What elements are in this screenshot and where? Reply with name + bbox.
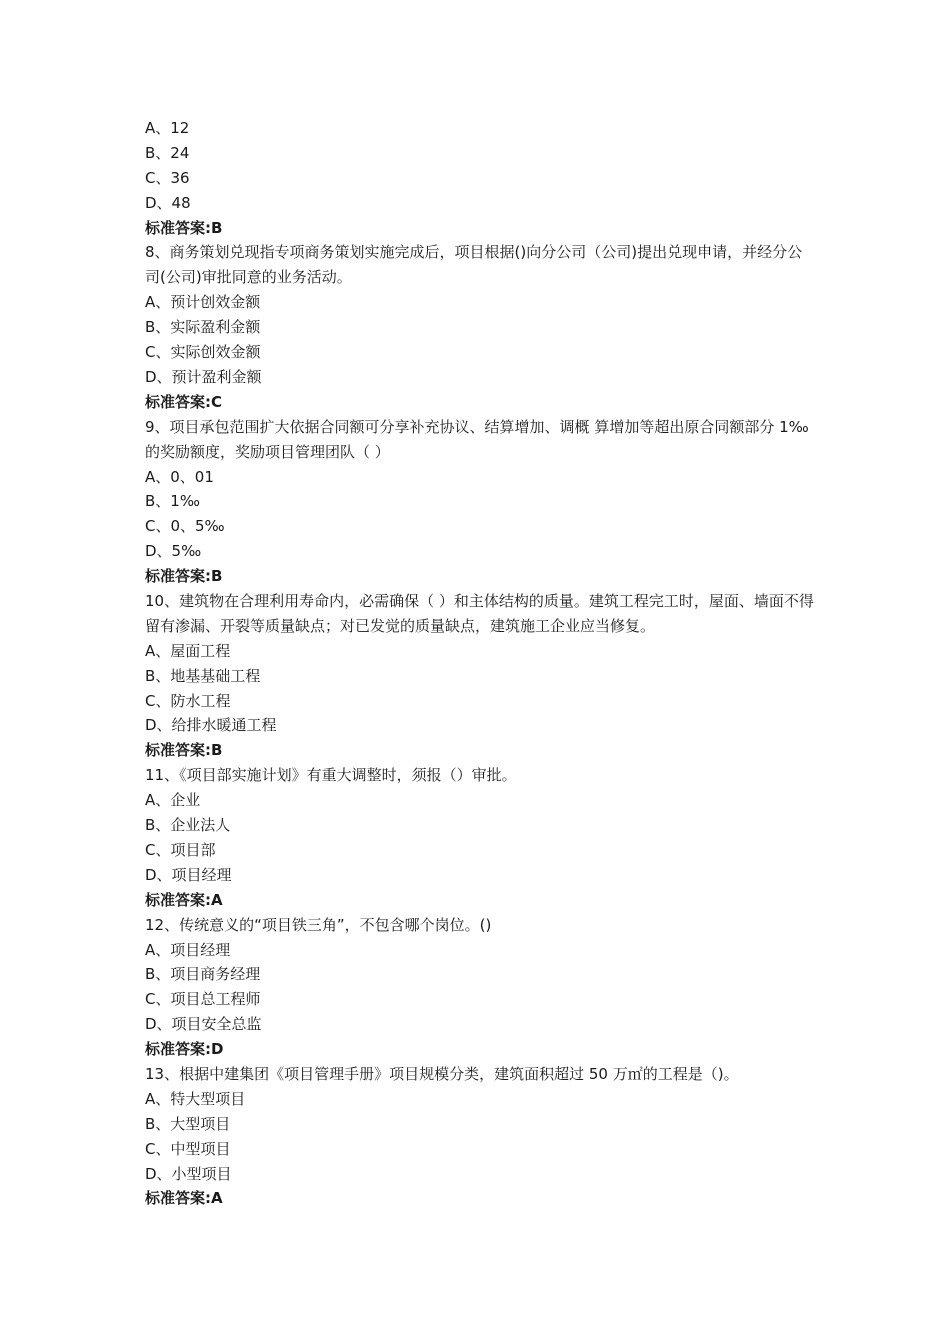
option-line: D、预计盈利金额 [145, 367, 262, 386]
option-line: B、项目商务经理 [145, 965, 261, 984]
option-line: C、36 [145, 168, 190, 187]
option-line: B、大型项目 [145, 1114, 231, 1133]
option-line: A、屋面工程 [145, 641, 231, 660]
answer-line: 标准答案:B [145, 567, 223, 586]
option-line: D、项目安全总监 [145, 1015, 262, 1034]
option-line: A、企业 [145, 791, 201, 810]
option-line: A、12 [145, 119, 190, 137]
option-line: B、24 [145, 143, 190, 162]
option-line: C、项目总工程师 [145, 990, 261, 1009]
question-text: 8、商务策划兑现指专项商务策划实施完成后，项目根据()向分公司（公司)提出兑现申请，并经分公司(公司)审批同意的业务活动。 [145, 243, 803, 287]
answer-line: 标准答案:A [145, 1189, 223, 1208]
option-line: B、企业法人 [145, 816, 231, 835]
answer-line: 标准答案:B [145, 218, 223, 237]
document-body [145, 116, 815, 1211]
option-line: A、预计创效金额 [145, 293, 261, 312]
option-line: B、1‰ [145, 492, 200, 511]
question-text: 10、建筑物在合理利用寿命内，必需确保（ ）和主体结构的质量。建筑工程完工时，屋面、墙面不得留有渗漏、开裂等质量缺点；对已发觉的质量缺点，建筑施工企业应当修复。 [145, 591, 814, 635]
option-line: A、项目经理 [145, 940, 231, 959]
option-line: C、中型项目 [145, 1139, 231, 1158]
answer-line: 标准答案:D [145, 1040, 224, 1059]
option-line: B、实际盈利金额 [145, 318, 261, 337]
option-line: D、项目经理 [145, 865, 232, 884]
option-line: C、项目部 [145, 840, 216, 859]
option-line: C、0、5‰ [145, 517, 225, 536]
question-text: 13、根据中建集团《项目管理手册》项目规模分类，建筑面积超过 50 万㎡的工程是（)。 [145, 1064, 739, 1083]
option-line: D、给排水暖通工程 [145, 716, 277, 735]
option-line: D、48 [145, 193, 191, 212]
answer-line: 标准答案:C [145, 392, 223, 411]
option-line: C、实际创效金额 [145, 343, 261, 362]
option-line: B、地基基础工程 [145, 666, 261, 685]
question-text: 11、《项目部实施计划》有重大调整时，须报（）审批。 [145, 766, 517, 785]
option-line: D、5‰ [145, 542, 202, 561]
answer-line: 标准答案:A [145, 890, 223, 909]
option-line: A、特大型项目 [145, 1089, 246, 1108]
question-text: 9、项目承包范围扩大依据合同额可分享补充协议、结算增加、调概 算增加等超出原合同额部分 1‰的奖励额度，奖励项目管理团队（ ） [145, 417, 809, 461]
option-line: D、小型项目 [145, 1164, 232, 1183]
answer-line: 标准答案:B [145, 741, 223, 760]
option-line: C、防水工程 [145, 691, 231, 710]
question-text: 12、传统意义的“项目铁三角”，不包含哪个岗位。() [145, 915, 492, 934]
option-line: A、0、01 [145, 467, 214, 486]
